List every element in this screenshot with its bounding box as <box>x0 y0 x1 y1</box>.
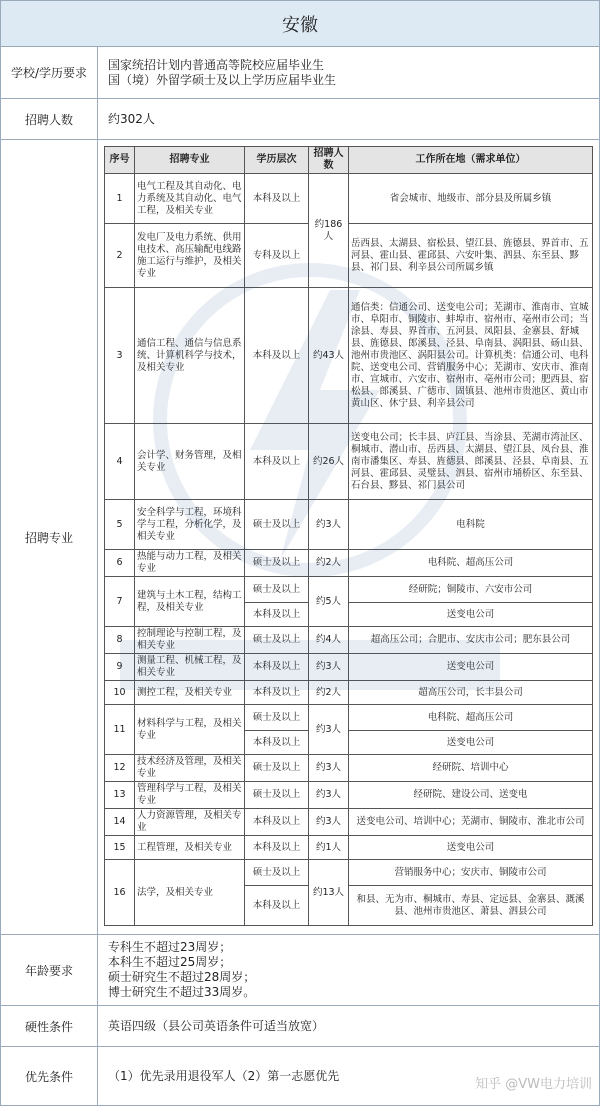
cell-major: 测量工程、机械工程，及相关专业 <box>135 654 245 681</box>
count-value: 约302人 <box>108 111 155 126</box>
cell-num: 约3人 <box>309 654 349 681</box>
cell-num: 约4人 <box>309 627 349 654</box>
table-row <box>105 755 593 782</box>
age-line: 硕士研究生不超过28周岁； <box>108 970 256 984</box>
cell-edu: 本科及以上 <box>245 809 309 836</box>
cell-no: 10 <box>105 681 135 705</box>
cell-loc: 通信类：信通公司、送变电公司；芜湖市、淮南市、宣城市、阜阳市、铜陵市、蚌埠市、宿州市、亳州市公司；当涂县、寿县、界首市、五河县、凤阳县、金寨县、舒城县、旌德县、郎溪县、泾县、阜南县、涡阳县、砀山县、池州市贵池区、涡阳县公司。计算机类：信通公司、电科院、送变电公司、营销服务中心；芜湖市、安庆市、淮南市、宣城市、六安市、宿州市、亳州市公司；肥西县、宿松县、郎溪县、广德市、固镇县、池州市贵池区、黄山市黄山区、休宁县、利辛县公司 <box>349 288 593 424</box>
age-line: 博士研究生不超过33周岁。 <box>108 985 256 999</box>
cell-loc: 省会城市、地级市、部分县及所属乡镇 <box>349 174 593 224</box>
age-label: 年龄要求 <box>1 935 98 1005</box>
cell-major: 法学，及相关专业 <box>135 860 245 926</box>
cell-edu: 硕士及以上 <box>245 627 309 654</box>
cell-major: 通信工程、通信与信息系统、计算机科学与技术，及相关专业 <box>135 288 245 424</box>
header-loc: 工作所在地（需求单位） <box>349 147 593 174</box>
table-row <box>105 809 593 836</box>
cell-no: 8 <box>105 627 135 654</box>
cell-edu: 本科及以上 <box>245 603 309 627</box>
age-value <box>98 935 599 1005</box>
cell-no: 6 <box>105 550 135 577</box>
cell-major: 会计学、财务管理，及相关专业 <box>135 424 245 500</box>
cell-loc: 送变电公司 <box>349 836 593 860</box>
cell-no: 14 <box>105 809 135 836</box>
table-row <box>105 654 593 681</box>
cell-major: 技术经济及管理，及相关专业 <box>135 755 245 782</box>
cell-no: 16 <box>105 860 135 926</box>
table-row <box>105 577 593 603</box>
cell-num: 约13人 <box>309 860 349 926</box>
major-table-header <box>105 147 593 174</box>
cell-edu: 本科及以上 <box>245 886 309 926</box>
cell-loc: 和县、无为市、桐城市、寿县、定远县、金寨县、溉溪县、池州市贵池区、萧县、泗县公司 <box>349 886 593 926</box>
cell-edu: 本科及以上 <box>245 424 309 500</box>
cell-edu: 专科及以上 <box>245 224 309 288</box>
age-line: 本科生不超过25周岁； <box>108 955 232 969</box>
school-line: 国（境）外留学硕士及以上学历应届毕业生 <box>108 72 337 87</box>
page-title: 安徽 <box>1 1 599 47</box>
cell-loc: 送变电公司、培训中心；芜湖市、铜陵市、淮北市公司 <box>349 809 593 836</box>
cell-major: 安全科学与工程，环境科学与工程，分析化学，及相关专业 <box>135 500 245 550</box>
cell-edu: 硕士及以上 <box>245 577 309 603</box>
cell-edu: 硕士及以上 <box>245 705 309 731</box>
major-label: 招聘专业 <box>1 140 98 934</box>
cell-num: 约2人 <box>309 681 349 705</box>
cell-major: 工程管理，及相关专业 <box>135 836 245 860</box>
header-num: 招聘人数 <box>309 147 349 174</box>
cell-num: 约3人 <box>309 500 349 550</box>
table-row <box>105 705 593 731</box>
cell-no: 7 <box>105 577 135 627</box>
header-edu: 学历层次 <box>245 147 309 174</box>
cell-edu: 硕士及以上 <box>245 550 309 577</box>
cell-num: 约3人 <box>309 809 349 836</box>
cell-num: 约3人 <box>309 782 349 809</box>
cell-no: 15 <box>105 836 135 860</box>
count-label: 招聘人数 <box>1 99 98 139</box>
cell-loc: 电科院 <box>349 500 593 550</box>
cell-loc: 送变电公司；长丰县、庐江县、当涂县、芜湖市湾沚区、桐城市、潜山市、岳西县、太湖县、望江县、凤台县、淮南市潘集区、寿县、旌德县、郎溪县、泾县、阜南县、五河县、霍邱县、灵璧县、泗县、宿州市埇桥区、东至县、石台县、黟县、祁门县公司 <box>349 424 593 500</box>
hard-label: 硬性条件 <box>1 1006 98 1046</box>
table-row <box>105 550 593 577</box>
cell-loc: 经研院、建设公司、送变电 <box>349 782 593 809</box>
cell-edu: 本科及以上 <box>245 731 309 755</box>
age-row <box>1 935 599 1006</box>
cell-major: 控制理论与控制工程，及相关专业 <box>135 627 245 654</box>
cell-num: 约3人 <box>309 755 349 782</box>
cell-loc: 营销服务中心；安庆市、铜陵市公司 <box>349 860 593 886</box>
major-row <box>1 140 599 935</box>
table-row <box>105 500 593 550</box>
cell-major: 测控工程，及相关专业 <box>135 681 245 705</box>
cell-loc: 电科院、超高压公司 <box>349 550 593 577</box>
cell-loc: 经研院、培训中心 <box>349 755 593 782</box>
school-value <box>98 47 599 98</box>
cell-edu: 硕士及以上 <box>245 500 309 550</box>
cell-num: 约1人 <box>309 836 349 860</box>
cell-major: 电气工程及其自动化、电力系统及其自动化、电气工程，及相关专业 <box>135 174 245 224</box>
cell-num: 约43人 <box>309 288 349 424</box>
cell-major: 材料科学与工程，及相关专业 <box>135 705 245 755</box>
cell-num: 约186人 <box>309 174 349 288</box>
cell-loc: 岳西县、太湖县、宿松县、望江县、旌德县、界首市、五河县、霍山县、霍邱县、六安叶集、泗县、东至县、黟县、祁门县、利辛县公司所属乡镇 <box>349 224 593 288</box>
cell-no: 1 <box>105 174 135 224</box>
cell-loc: 超高压公司；合肥市、安庆市公司；肥东县公司 <box>349 627 593 654</box>
priority-label: 优先条件 <box>1 1047 98 1105</box>
cell-major: 管理科学与工程，及相关专业 <box>135 782 245 809</box>
cell-loc: 电科院、超高压公司 <box>349 705 593 731</box>
table-row <box>105 424 593 500</box>
table-row <box>105 681 593 705</box>
cell-loc: 送变电公司 <box>349 731 593 755</box>
cell-no: 9 <box>105 654 135 681</box>
table-row <box>105 627 593 654</box>
cell-major: 建筑与土木工程，结构工程，及相关专业 <box>135 577 245 627</box>
hard-row <box>1 1006 599 1047</box>
table-row <box>105 860 593 886</box>
school-label: 学校/学历要求 <box>1 47 98 98</box>
cell-loc: 经研院；铜陵市、六安市公司 <box>349 577 593 603</box>
cell-edu: 本科及以上 <box>245 681 309 705</box>
cell-no: 4 <box>105 424 135 500</box>
age-line: 专科生不超过23周岁； <box>108 940 232 954</box>
header-major: 招聘专业 <box>135 147 245 174</box>
header-no: 序号 <box>105 147 135 174</box>
cell-loc: 送变电公司 <box>349 603 593 627</box>
zhihu-watermark: 知乎 @VW电力培训 <box>475 1077 592 1092</box>
cell-num: 约3人 <box>309 705 349 755</box>
cell-major: 发电厂及电力系统、供用电技术、高压输配电线路施工运行与维护，及相关专业 <box>135 224 245 288</box>
cell-edu: 硕士及以上 <box>245 860 309 886</box>
cell-num: 约2人 <box>309 550 349 577</box>
school-row <box>1 47 599 99</box>
school-line: 国家统招计划内普通高等院校应届毕业生 <box>108 57 325 72</box>
cell-no: 11 <box>105 705 135 755</box>
table-row <box>105 782 593 809</box>
table-row <box>105 836 593 860</box>
cell-loc: 超高压公司，长丰县公司 <box>349 681 593 705</box>
major-table <box>104 146 593 926</box>
major-value <box>98 140 599 934</box>
cell-no: 5 <box>105 500 135 550</box>
cell-edu: 本科及以上 <box>245 654 309 681</box>
hard-value: 英语四级（县公司英语条件可适当放宽） <box>108 1018 325 1033</box>
priority-value: （1）优先录用退役军人（2）第一志愿优先 <box>108 1068 340 1083</box>
cell-no: 13 <box>105 782 135 809</box>
cell-num: 约5人 <box>309 577 349 627</box>
cell-edu: 本科及以上 <box>245 836 309 860</box>
cell-no: 12 <box>105 755 135 782</box>
cell-edu: 本科及以上 <box>245 174 309 224</box>
cell-major: 人力资源管理，及相关专业 <box>135 809 245 836</box>
cell-edu: 硕士及以上 <box>245 755 309 782</box>
table-row <box>105 224 593 288</box>
cell-edu: 本科及以上 <box>245 288 309 424</box>
cell-no: 2 <box>105 224 135 288</box>
cell-edu: 硕士及以上 <box>245 782 309 809</box>
cell-no: 3 <box>105 288 135 424</box>
table-row <box>105 174 593 224</box>
cell-num: 约26人 <box>309 424 349 500</box>
cell-major: 热能与动力工程，及相关专业 <box>135 550 245 577</box>
table-row <box>105 288 593 424</box>
count-row <box>1 99 599 140</box>
cell-loc: 送变电公司 <box>349 654 593 681</box>
